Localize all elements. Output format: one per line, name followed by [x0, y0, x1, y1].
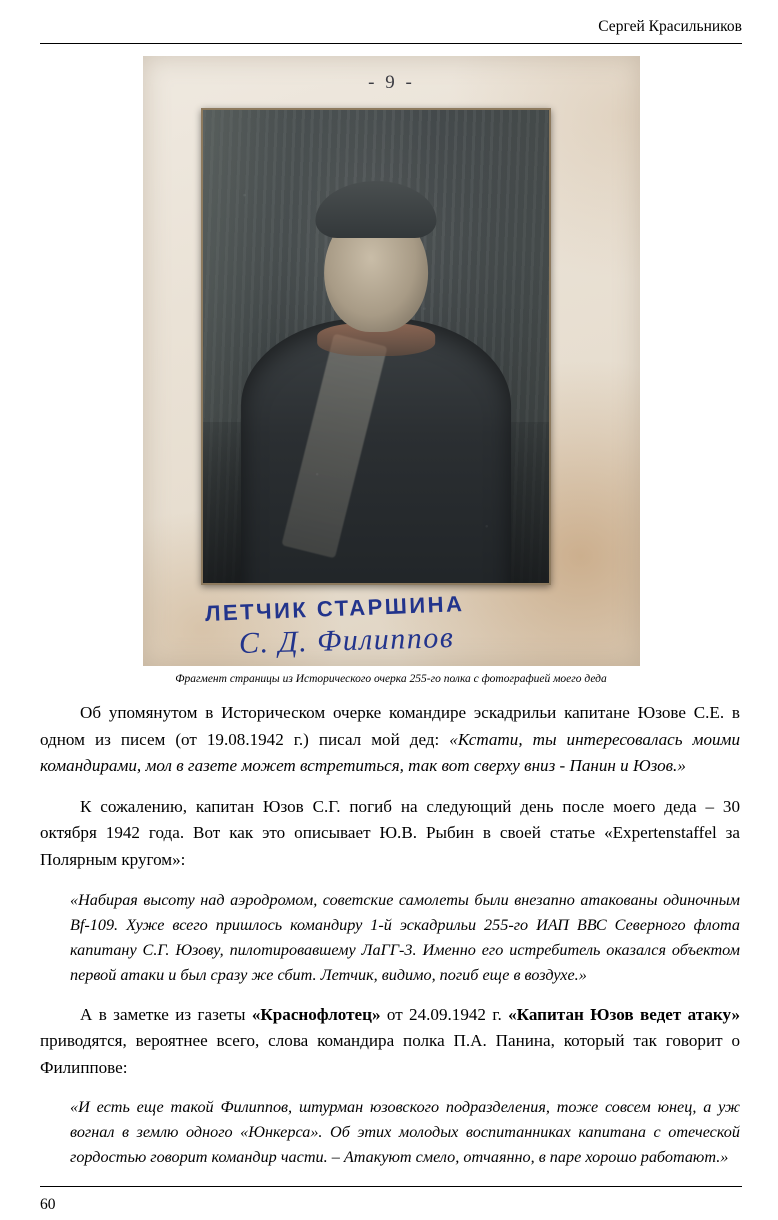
album-page-mark: - 9 -: [368, 72, 415, 93]
page-number: 60: [40, 1196, 56, 1213]
text-run: от 24.09.1942 г.: [380, 1004, 509, 1024]
figure-caption: Фрагмент страницы из Исторического очерка 255-го полка с фотографией моего деда: [175, 673, 607, 685]
page-header: [40, 18, 742, 44]
photo-grain-overlay: [203, 110, 549, 583]
text-run: Об упомянутом в Историческом очерке командире эскадрильи капитане Юзове С.Е. в одном из писем (от 19.08.1942 г.) писал мой дед:: [40, 703, 740, 749]
text-run: «Краснофлотец»: [251, 1004, 381, 1024]
body-paragraph: [40, 1002, 740, 1082]
body-paragraph: [40, 794, 740, 874]
text-run: «Капитан Юзов ведет атаку»: [508, 1004, 740, 1024]
scanned-album-page: [143, 56, 640, 666]
body-quote-paragraph: [40, 1095, 740, 1170]
body-paragraph: [40, 700, 740, 780]
body-quote-paragraph: [40, 888, 740, 988]
footer-divider: [40, 1186, 742, 1187]
body-text: [40, 700, 740, 1184]
text-run: «И есть еще такой Филиппов, штурман юзовского подразделения, тоже совсем юнец, а уж вогнал в землю одного «Юнкерса». Об этих молодых воспитанниках капитана с отеческой гордостью говорит командир части. – Атакуют смело, отчаянно, в паре хорошо работают.»: [70, 1098, 740, 1167]
header-author: Сергей Красильников: [598, 18, 742, 35]
handwritten-caption-line-1: ЛЕТЧИК СТАРШИНА: [204, 591, 465, 626]
handwritten-caption-line-2: С. Д. Филиппов: [238, 621, 455, 660]
text-run: А в заметке из газеты: [80, 1004, 252, 1024]
text-run: «Кстати, ты интересовалась моими командирами, мол в газете может встретиться, так вот сверху вниз - Панин и Юзов.»: [40, 729, 741, 776]
header-divider: [40, 43, 742, 44]
text-run: К сожалению, капитан Юзов С.Г. погиб на следующий день после моего деда – 30 октября 1942 года. Вот как это описывает Ю.В. Рыбин в своей статье «Expertenstaffel за Полярным кругом»:: [40, 796, 740, 869]
figure-photo-block: [143, 56, 640, 666]
photograph-pilot: [201, 108, 551, 585]
text-run: «Набирая высоту над аэродромом, советские самолеты были внезапно атакованы одиночным Bf-109. Хуже всего пришлось командиру 1-й эскадрильи 255-го ИАП ВВС Северного флота капитану С.Г. Юзову, пилотировавшему ЛаГГ-3. Именно его истребитель оказался объектом первой атаки и был сразу же сбит. Летчик, видимо, погиб еще в воздухе.»: [70, 890, 740, 984]
text-run: приводятся, вероятнее всего, слова командира полка П.А. Панина, который так говорит о Филиппове:: [40, 1031, 740, 1077]
